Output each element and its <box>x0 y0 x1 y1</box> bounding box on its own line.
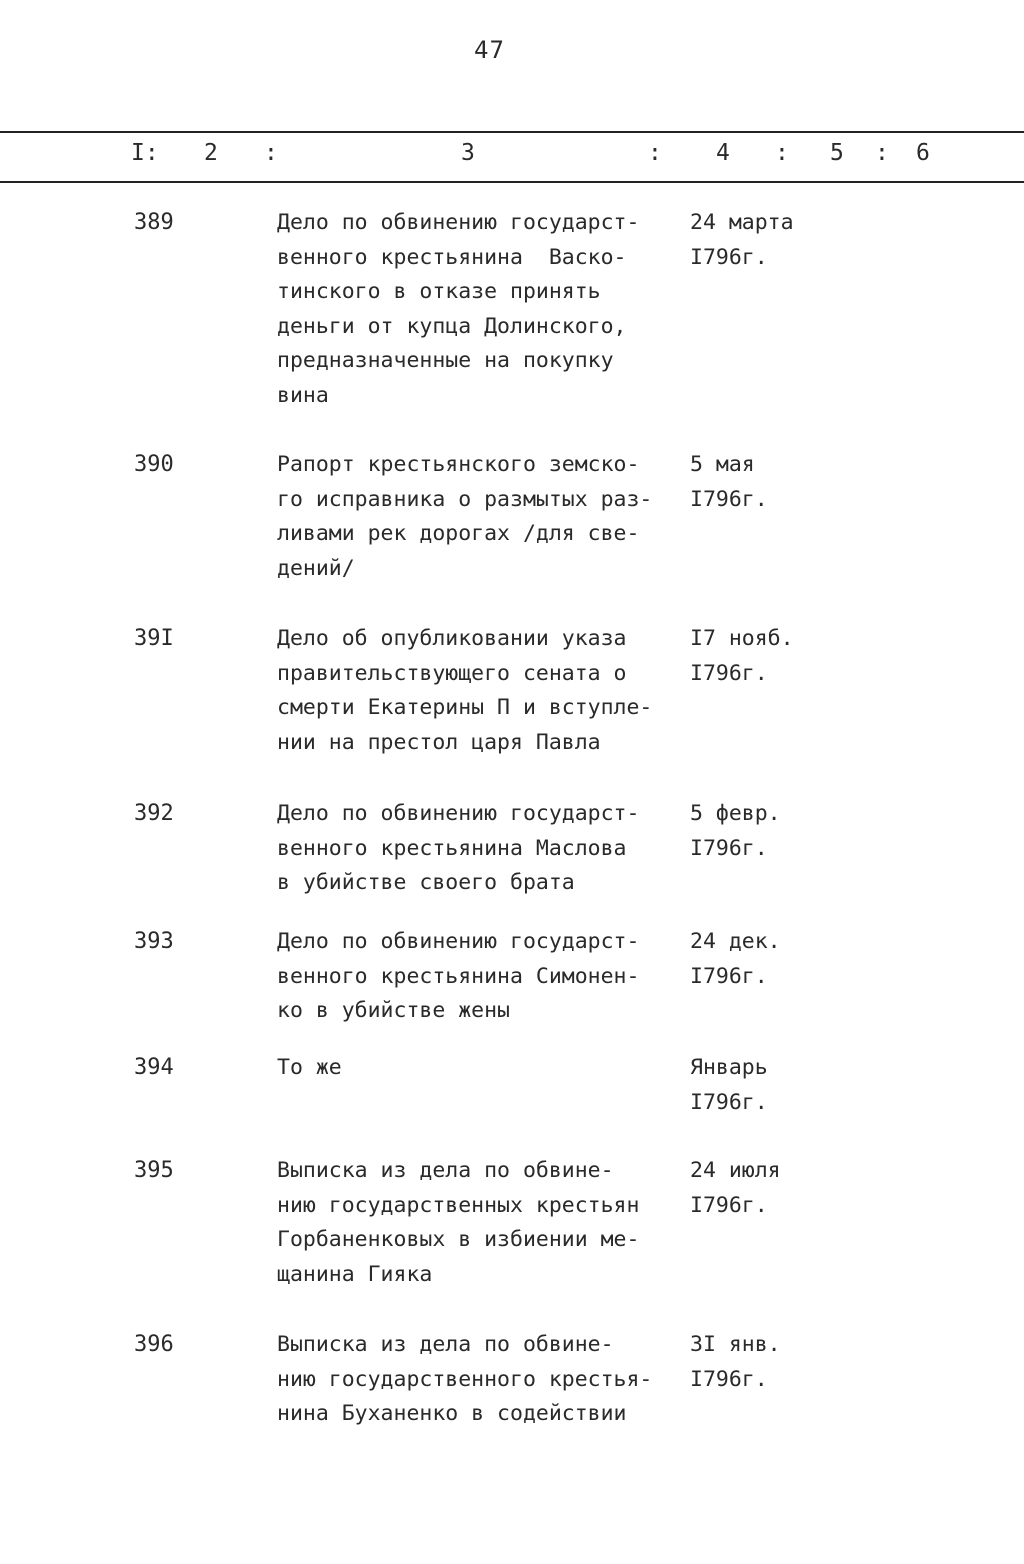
date-line: I796г. <box>690 1366 768 1392</box>
header-rule-bottom <box>0 181 1024 183</box>
date-line: I796г. <box>690 1192 768 1218</box>
entry-date <box>690 1328 781 1397</box>
date-line: Январь <box>690 1055 768 1080</box>
date-line: I796г. <box>690 486 768 512</box>
description-line: Выписка из дела по обвине- <box>277 1158 614 1183</box>
date-line: I796г. <box>690 660 768 686</box>
date-line: I796г. <box>690 963 768 989</box>
page-number: 47 <box>474 36 505 64</box>
entry-number: 396 <box>134 1332 174 1357</box>
description-line: венного крестьянина Васко- <box>277 244 627 270</box>
description-line: ливами рек дорогах /для све- <box>277 521 640 546</box>
entry-number: 395 <box>134 1158 174 1183</box>
description-line: в убийстве своего брата <box>277 870 575 895</box>
description-line: ко в убийстве жены <box>277 998 510 1023</box>
description-line: щанина Гияка <box>277 1261 433 1287</box>
description-line: Дело по обвинению государст- <box>277 929 640 954</box>
entry-number: 39I <box>134 626 174 651</box>
description-line: нии на престол царя Павла <box>277 729 601 755</box>
date-line: I796г. <box>690 244 768 270</box>
entry-number: 389 <box>134 210 174 235</box>
date-line: 5 февр. <box>690 801 781 826</box>
column-header: : <box>875 140 889 166</box>
description-line: Рапорт крестьянского земско- <box>277 452 640 477</box>
description-line: Выписка из дела по обвине- <box>277 1332 614 1357</box>
date-line: 24 июля <box>690 1158 781 1183</box>
date-line: 24 марта <box>690 210 794 235</box>
column-header: 3 <box>461 140 475 166</box>
entry-description <box>277 1154 639 1292</box>
description-line: нию государственного крестья- <box>277 1366 653 1392</box>
description-line: нию государственных крестьян <box>277 1192 640 1218</box>
entry-description <box>277 1051 342 1086</box>
entry-description <box>277 1328 652 1432</box>
description-line: Дело по обвинению государст- <box>277 801 640 826</box>
date-line: I796г. <box>690 835 768 861</box>
description-line: деньги от купца Долинского, <box>277 313 627 339</box>
entry-date <box>690 797 781 866</box>
description-line: предназначенные на покупку <box>277 348 614 373</box>
description-line: Горбаненковых в избиении ме- <box>277 1227 640 1252</box>
description-line: правительствующего сената о <box>277 660 627 686</box>
description-line: Дело об опубликовании указа <box>277 626 627 651</box>
column-header: : <box>264 140 278 166</box>
entry-date <box>690 1154 781 1223</box>
column-header: : <box>775 140 789 166</box>
column-header: 5 <box>830 140 844 166</box>
entry-description <box>277 206 639 413</box>
column-header: 4 <box>716 140 730 166</box>
entry-date <box>690 448 768 517</box>
date-line: I796г. <box>690 1089 768 1115</box>
description-line: вина <box>277 382 329 408</box>
entry-number: 394 <box>134 1055 174 1080</box>
date-line: 5 мая <box>690 452 755 477</box>
entry-description <box>277 797 639 901</box>
entry-date <box>690 206 794 275</box>
date-line: 24 дек. <box>690 929 781 954</box>
column-header: I: <box>131 140 159 166</box>
description-line: нина Буханенко в содействии <box>277 1401 627 1426</box>
description-line: Дело по обвинению государст- <box>277 210 640 235</box>
description-line: тинского в отказе принять <box>277 279 601 304</box>
entry-date <box>690 622 794 691</box>
entry-description <box>277 925 639 1029</box>
description-line: дений/ <box>277 555 355 581</box>
entry-number: 393 <box>134 929 174 954</box>
entry-number: 390 <box>134 452 174 477</box>
header-rule-top <box>0 131 1024 133</box>
entry-description <box>277 448 652 586</box>
entry-date <box>690 925 781 994</box>
date-line: I7 нояб. <box>690 626 794 651</box>
column-header: 2 <box>204 140 218 166</box>
description-line: венного крестьянина Симонен- <box>277 963 640 989</box>
entry-number: 392 <box>134 801 174 826</box>
date-line: 3I янв. <box>690 1332 781 1357</box>
description-line: го исправника о размытых раз- <box>277 486 653 512</box>
description-line: венного крестьянина Маслова <box>277 835 627 861</box>
description-line: То же <box>277 1055 342 1080</box>
entry-date <box>690 1051 768 1120</box>
column-header: : <box>648 140 662 166</box>
entry-description <box>277 622 652 760</box>
column-header: 6 <box>916 140 930 166</box>
description-line: смерти Екатерины П и вступле- <box>277 695 653 720</box>
